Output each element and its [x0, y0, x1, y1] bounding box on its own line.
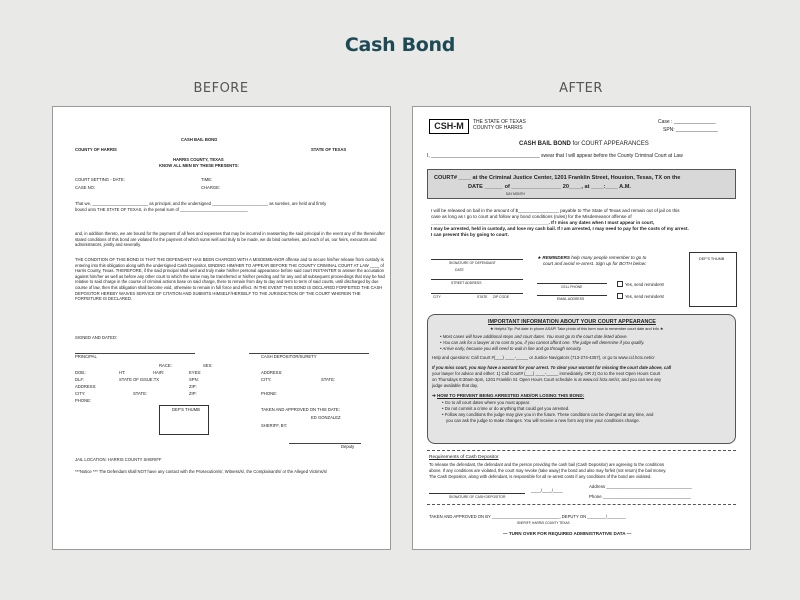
before-heading: CASH BAIL BOND — [181, 137, 218, 142]
before-zip-2: ZIP: — [189, 391, 197, 396]
before-phone-right: PHONE: — [261, 391, 278, 396]
info-prevent-1: • Go to all court dates where you must appear. — [442, 400, 531, 405]
before-bound: bound unto THE STATE OF TEXAS, in the penal sum of _____________________________ — [75, 207, 248, 212]
before-document — [52, 106, 391, 550]
before-spn: SPN: — [189, 377, 199, 382]
info-bullet-3: • Arrive early, because you will need to wait in line and go through security. — [440, 346, 582, 351]
before-charge: CHARGE: — [201, 185, 221, 190]
before-state: STATE: — [133, 391, 148, 396]
after-spn: SPN: _______________ — [663, 127, 718, 133]
after-released-5: I can prevent this by going to court. — [431, 232, 509, 237]
after-state-2: COUNTY OF HARRIS — [473, 125, 523, 131]
before-jail: JAIL LOCATION: HARRIS COUNTY SHERIFF — [75, 457, 162, 462]
before-court-setting: COURT SETTING - DATE: — [75, 177, 125, 182]
after-released-3: ______________________________________________. If I miss any dates when I must appear in court, — [431, 220, 655, 225]
after-heading: CASH BAIL BOND for COURT APPEARANCES — [519, 141, 649, 147]
after-swear: I, _______________________________________ swear that I will appear before the County Criminal Court at Law — [427, 153, 683, 159]
form-badge: CSH-M — [429, 119, 469, 134]
after-email: EMAIL ADDRESS — [557, 297, 585, 301]
info-miss-3: on Thursdays 8:30am-3pm, 1201 Franklin St. Open Hours Court schedule is at www.ccl.hctx.net/cr, and you can see any — [432, 377, 662, 382]
info-helpful: ★ Helpful Tip: Put date in phone ASAP! Take photo of this form now to remember court date and info ★ — [490, 327, 664, 331]
before-time: TIME: — [201, 177, 213, 182]
after-def-thumb: DEF'S THUMB — [699, 257, 725, 261]
before-def-thumb: DEF'S THUMB — [172, 407, 200, 412]
before-state-right-field: STATE: — [321, 377, 336, 382]
page-title: Cash Bond — [344, 34, 456, 56]
before-hair: HAIR: — [153, 370, 165, 375]
before-know-all: KNOW ALL MEN BY THESE PRESENTS: — [159, 163, 239, 168]
before-eyes: EYES: — [189, 370, 202, 375]
info-miss-2: your lawyer for advice and either: 1) Call Court# (___) ____-_____ immediately, OR 2) Go to the next Open Hours Court — [432, 371, 661, 376]
after-cell: CELL PHONE — [561, 285, 583, 289]
before-sex: SEX: — [203, 363, 213, 368]
after-street: STREET ADDRESS — [451, 281, 482, 285]
before-phone: PHONE: — [75, 398, 92, 403]
before-principal: PRINCIPAL — [75, 354, 97, 359]
after-date-line: DATE ______ of ________________ 20____, at ____:____ A.M. — [468, 184, 631, 190]
after-released-1: I will be released on bail in the amount of $________________ payable to The State of Texas and remain out of jail on this — [431, 208, 680, 213]
before-city: CITY: — [75, 391, 86, 396]
after-case: Case : _______________ — [658, 119, 716, 125]
before-zip: ZIP: — [189, 384, 197, 389]
info-title: IMPORTANT INFORMATION ABOUT YOUR COURT APPEARANCE — [488, 319, 656, 325]
req-3: The Cash Depositor, along with defendant, is responsible for all re-arrest costs if any conditions of the bond are violated. — [429, 474, 652, 479]
before-para-2: THE CONDITION OF THIS BOND IS THAT THE DEFENDANT HAS BEEN CHARGED WITH A MISDEMEANOR offense and to secure his/her release from custody is entering into this obligation along with the undersigned Cash Depositor, BINDING HIM/HER TO APPEAR BEFORE THE COUNTY CRIMINAL COURT AT LAW ____ of Harris County, Texas. THEREFORE, if the said principal shall well and truly make his/her personal appearance before said court INSTANTER to answer the accusation against him/her as well as before any other court to which the same may be transferred or his/her pending and for any and all subsequent proceedings that may be had relative to said charge in the course of criminal actions base on said charge, there to remain from day to day and term to term of said courts, until discharged by due course of law, then this obligation shall become void, otherwise to remain in full force and effect. IN THE EVENT THIS BOND IS DECLARED FORFEITED THE CASH DEPOSITOR HEREBY WAIVES SERVICE OF CITATION AND SUBMITS HIMSELF/HERSELF TO THE JURISDICTION OF THE COURT WHEREIN THE FORFEITURE IS DECLARED. — [75, 257, 385, 302]
before-signed: SIGNED AND DATED: — [75, 335, 118, 340]
before-dob: DOB.: — [75, 370, 87, 375]
before-state-right: STATE OF TEXAS — [311, 147, 347, 152]
before-taken: TAKEN AND APPROVED ON THIS DATE: — [261, 407, 340, 412]
after-document — [412, 106, 751, 550]
req-title: Requirements of Cash Depositor — [429, 455, 499, 460]
after-state-1: THE STATE OF TEXAS — [473, 119, 526, 125]
before-cash-depositor: CASH DEPOSITOR/SURETY — [261, 354, 317, 359]
after-yes-1: Yes, send reminders! — [625, 282, 665, 287]
after-taken: TAKEN AND APPROVED ON BY _____________________________, DEPUTY ON ________/________ — [429, 514, 626, 519]
info-bullet-1: • Most cases will have additional steps and court dates. You must go to the court date listed above. — [440, 334, 628, 339]
after-turn-over: — TURN OVER FOR REQUIRED ADMINISTRATIVE DATA — — [503, 531, 632, 536]
before-sheriff: SHERIFF, BY: — [261, 423, 288, 428]
before-gonzalez: ED GONZALEZ — [311, 415, 341, 420]
before-race: RACE: — [159, 363, 172, 368]
info-miss-4: judge available that day. — [432, 383, 479, 388]
after-state: STATE — [477, 295, 488, 299]
info-prevent-2: • Do not commit a crime or do anything that could get you arrested. — [442, 406, 570, 411]
after-sig-cash: SIGNATURE OF CASH DEPOSITOR — [449, 495, 506, 499]
before-dl: DL#: — [75, 377, 84, 382]
before-county-center: HARRIS COUNTY, TEXAS — [173, 157, 224, 162]
before-county-left: COUNTY OF HARRIS — [75, 147, 117, 152]
after-address: Address ___________________________________ — [589, 484, 692, 489]
dashed-divider-2 — [427, 504, 736, 505]
after-sig-def: SIGNATURE OF DEFENDANT — [449, 261, 496, 265]
before-thumb-box — [159, 405, 209, 435]
before-address-right: ADDRESS: — [261, 370, 283, 375]
before-para-1: and, in addition thereto, we are bound for the payment of all fees and expenses that may be incurred in reasserting the said principal in the event any of the thereinafter stated conditions of this bond are violated for the payment of which sums well and truly to be made, we do bind ourselves, and each of us, our heirs, executors and administrators, jointly and severally. — [75, 231, 385, 248]
after-label: AFTER — [559, 81, 603, 96]
court-info-box — [427, 169, 736, 199]
before-notice: ***Notice *** The Defendant shall NOT have any contact with the Prosecution/s/, Witness/s/, the Complainant/s/ or the Alleged Victims/s/ — [75, 469, 328, 474]
after-phone: Phone ____________________________________ — [589, 494, 691, 499]
info-prevent-3b: you can ask the judge to make changes. You will receive a new form any time your conditions change. — [446, 418, 640, 423]
before-label: BEFORE — [193, 81, 249, 96]
before-that-we: That we, ________________________ as principal, and the undersigned ________________________ as sureties, are held and firmly — [75, 201, 327, 206]
after-reminders: ★ REMINDERS help many people remember to go to — [537, 255, 647, 260]
after-zip: ZIP CODE — [493, 295, 509, 299]
after-yes-2: Yes, send reminders! — [625, 294, 665, 299]
before-address: ADDRESS: — [75, 384, 97, 389]
after-reminders-2: court and avoid re-arrest. Sign up for BOTH below: — [543, 261, 647, 266]
before-ht: HT: — [119, 370, 126, 375]
info-help: Help and questions: Call Court #(___) ____-_____ or Justice Navigators (713-274-4357), or go to www.ccl.hctx.net/cr — [432, 355, 655, 360]
info-prevent-3: • Follow any conditions the judge may give you in the future. These conditions can be changed at any time, and — [442, 412, 654, 417]
before-deputy: Deputy — [341, 444, 355, 449]
info-bullet-2: • You can ask for a lawyer at no cost to you, if you cannot afford one. The judge will determine if you qualify. — [440, 340, 645, 345]
after-date-lbl: DATE — [455, 268, 464, 272]
reminder-checkbox-2[interactable] — [617, 293, 623, 299]
before-city-right: CITY: — [261, 377, 272, 382]
info-miss-1: If you miss court, you may have a warrant for your arrest. To clear your warrant for missing the court date above, call — [432, 365, 672, 370]
req-2: above. If any conditions are violated, the court may revoke (take away) the bond and also may forfeit (not return) the bail money. — [429, 468, 667, 473]
info-prevent: ➔ HOW TO PREVENT BEING ARRESTED AND/OR LOSING THIS BOND: — [432, 393, 585, 398]
after-city: CITY — [433, 295, 441, 299]
dashed-divider — [427, 450, 736, 451]
after-thumb-box — [689, 252, 737, 307]
before-case-no: CASE NO: — [75, 185, 96, 190]
req-1: To release the defendant, the defendant and the person providing the cash bail (Cash Depositor) are agreeing to the conditions — [429, 462, 665, 467]
after-released-2: case as long as I go to court and follow any bond conditions (rules) for the Misdemeanor offense of — [431, 214, 632, 219]
after-sheriff-sub: SHERIFF, HARRIS COUNTY TEXAS — [517, 521, 570, 525]
before-state-issue: STATE OF ISSUE:TX — [119, 377, 160, 382]
after-released-4: I may be arrested, held in custody, and lose my cash bail. If I am arrested, I may need to pay for the costs of my arrest. — [431, 226, 689, 231]
reminder-checkbox-1[interactable] — [617, 281, 623, 287]
after-sig-date: ____/____/____ — [531, 488, 563, 493]
after-date-sub: DAY MONTH — [506, 192, 525, 196]
after-court-line: COURT# ____ at the Criminal Justice Center, 1201 Franklin Street, Houston, Texas, TX on the — [434, 175, 681, 181]
important-info-box — [427, 314, 736, 444]
